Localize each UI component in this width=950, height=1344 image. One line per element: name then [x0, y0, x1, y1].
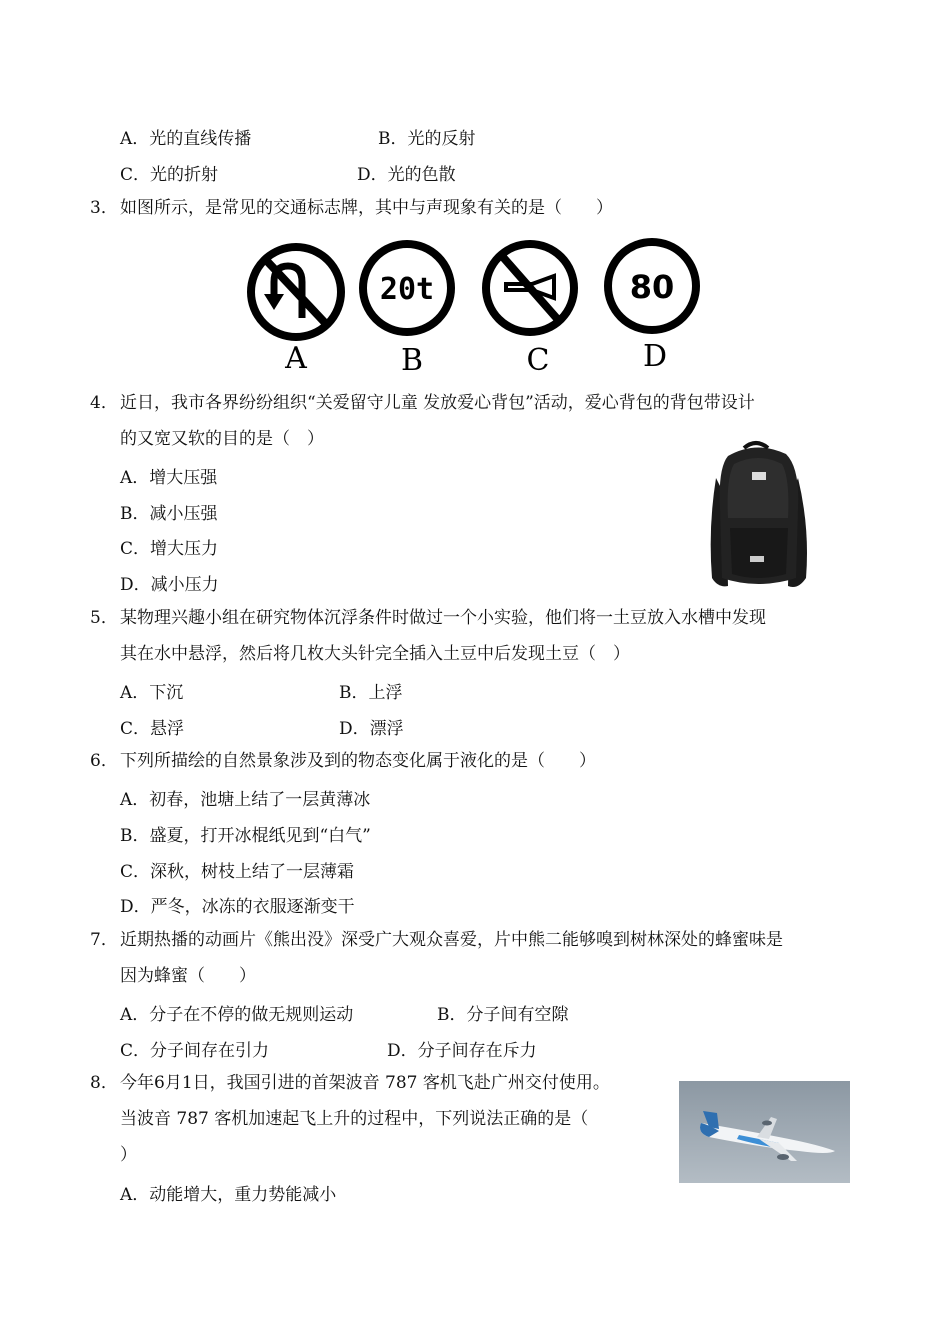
- q2-option-a: A．光的直线传播: [120, 129, 252, 149]
- sign-d-text: 80: [629, 268, 675, 306]
- q5-option-b: B．上浮: [339, 683, 403, 703]
- q6-number: 6．: [90, 751, 118, 771]
- weight-limit-sign-icon: [363, 244, 451, 332]
- speed-limit-sign-icon: [608, 242, 696, 330]
- q7-option-b: B．分子间有空隙: [437, 1005, 569, 1025]
- sign-b-text: 20t: [379, 272, 435, 307]
- q6-option-a: A．初春，池塘上结了一层黄薄冰: [120, 790, 371, 810]
- q8-text-line1: 今年6月1日，我国引进的首架波音 787 客机飞赴广州交付使用。: [120, 1073, 610, 1093]
- q6-option-c: C．深秋，树枝上结了一层薄霜: [120, 862, 355, 882]
- q7-option-d: D．分子间存在斥力: [387, 1041, 537, 1061]
- q5-text-line1: 某物理兴趣小组在研究物体沉浮条件时做过一个小实验，他们将一土豆放入水槽中发现: [120, 608, 766, 628]
- q2-option-d: D．光的色散: [357, 165, 456, 185]
- q2-option-c: C．光的折射: [120, 165, 219, 185]
- q8-option-a: A．动能增大，重力势能减小: [120, 1185, 337, 1205]
- q2-option-b: B．光的反射: [378, 129, 476, 149]
- backpack-image: [698, 438, 816, 594]
- q7-option-a: A．分子在不停的做无规则运动: [120, 1005, 354, 1025]
- q7-text-line1: 近期热播的动画片《熊出没》深受广大观众喜爱，片中熊二能够嗅到树林深处的蜂蜜味是: [120, 930, 783, 950]
- q6-text: 下列所描绘的自然景象涉及到的物态变化属于液化的是（ ）: [120, 751, 596, 771]
- q4-number: 4．: [90, 393, 118, 413]
- sign-label-d: D: [642, 339, 668, 374]
- q8-text-line3: ）: [120, 1145, 137, 1165]
- traffic-signs-figure: [244, 236, 714, 376]
- sign-label-c: C: [526, 343, 550, 376]
- no-u-turn-sign-icon: [251, 247, 341, 337]
- q3-number: 3．: [90, 198, 118, 218]
- q4-option-c: C．增大压力: [120, 539, 219, 559]
- q5-option-c: C．悬浮: [120, 719, 185, 739]
- q3-text: 如图所示，是常见的交通标志牌，其中与声现象有关的是（ ）: [120, 198, 613, 218]
- q4-text-line1: 近日，我市各界纷纷组织“关爱留守儿童 发放爱心背包”活动，爱心背包的背包带设计: [120, 393, 755, 413]
- q4-text-line2: 的又宽又软的目的是（ ）: [120, 429, 324, 449]
- sign-label-a: A: [285, 341, 307, 376]
- q6-option-b: B．盛夏，打开冰棍纸见到“白气”: [120, 826, 371, 846]
- q8-number: 8．: [90, 1073, 118, 1093]
- q6-option-d: D．严冬，冰冻的衣服逐渐变干: [120, 897, 355, 917]
- q5-number: 5．: [90, 608, 118, 628]
- q4-option-a: A．增大压强: [120, 468, 218, 488]
- q7-text-line2: 因为蜂蜜（ ）: [120, 966, 256, 986]
- q4-option-d: D．减小压力: [120, 575, 219, 595]
- q4-option-b: B．减小压强: [120, 504, 218, 524]
- sign-label-b: B: [400, 343, 424, 376]
- q5-option-a: A．下沉: [120, 683, 184, 703]
- q7-number: 7．: [90, 930, 118, 950]
- q5-option-d: D．漂浮: [339, 719, 404, 739]
- q7-option-c: C．分子间存在引力: [120, 1041, 270, 1061]
- no-horn-sign-icon: [486, 244, 574, 332]
- q8-text-line2: 当波音 787 客机加速起飞上升的过程中，下列说法正确的是（: [120, 1109, 589, 1129]
- q5-text-line2: 其在水中悬浮，然后将几枚大头针完全插入土豆中后发现土豆（ ）: [120, 644, 630, 664]
- airplane-photo: [679, 1081, 850, 1183]
